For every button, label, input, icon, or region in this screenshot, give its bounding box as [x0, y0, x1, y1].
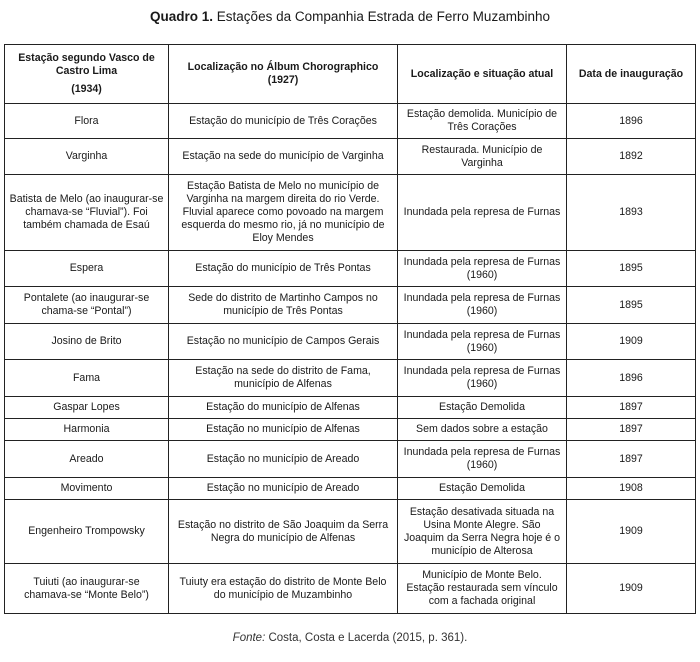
cell-situacao: Estação demolida. Município de Três Corações [398, 104, 567, 139]
cell-data: 1893 [567, 175, 696, 251]
cell-album: Estação do município de Três Corações [169, 104, 398, 139]
cell-album: Estação no município de Areado [169, 441, 398, 478]
cell-estacao: Harmonia [5, 419, 169, 441]
cell-estacao: Josino de Brito [5, 324, 169, 360]
table-row [5, 324, 696, 360]
cell-situacao: Inundada pela represa de Furnas (1960) [398, 360, 567, 397]
header-estacao-label: Estação segundo Vasco de Castro Lima [18, 52, 155, 77]
cell-situacao: Inundada pela represa de Furnas (1960) [398, 441, 567, 478]
header-data: Data de inauguração [567, 45, 696, 104]
cell-data: 1909 [567, 500, 696, 564]
cell-estacao: Varginha [5, 139, 169, 175]
table-row [5, 478, 696, 500]
cell-estacao: Batista de Melo (ao inaugurar-se chamava-se “Fluvial”). Foi também chamada de Esaú [5, 175, 169, 251]
table-row [5, 287, 696, 324]
table-row [5, 500, 696, 564]
header-situacao: Localização e situação atual [398, 45, 567, 104]
cell-estacao: Espera [5, 251, 169, 287]
cell-situacao: Restaurada. Município de Varginha [398, 139, 567, 175]
header-estacao-year: (1934) [71, 83, 102, 95]
cell-estacao: Engenheiro Trompowsky [5, 500, 169, 564]
cell-album: Estação do município de Três Pontas [169, 251, 398, 287]
cell-album: Estação na sede do distrito de Fama, município de Alfenas [169, 360, 398, 397]
cell-album: Estação do município de Alfenas [169, 397, 398, 419]
source-label: Fonte: [232, 632, 266, 644]
header-estacao [5, 45, 169, 104]
table-row [5, 419, 696, 441]
cell-data: 1896 [567, 104, 696, 139]
table-source [0, 632, 700, 644]
table-row [5, 104, 696, 139]
cell-situacao: Sem dados sobre a estação [398, 419, 567, 441]
table-caption [0, 8, 700, 26]
cell-data: 1895 [567, 287, 696, 324]
cell-estacao: Pontalete (ao inaugurar-se chama-se “Pontal”) [5, 287, 169, 324]
cell-album: Estação no município de Areado [169, 478, 398, 500]
cell-data: 1896 [567, 360, 696, 397]
cell-situacao: Inundada pela represa de Furnas (1960) [398, 251, 567, 287]
cell-estacao: Fama [5, 360, 169, 397]
cell-situacao: Estação Demolida [398, 397, 567, 419]
table-row [5, 397, 696, 419]
table-row [5, 175, 696, 251]
caption-label: Quadro 1. [150, 9, 214, 24]
cell-data: 1897 [567, 419, 696, 441]
cell-situacao: Inundada pela represa de Furnas [398, 175, 567, 251]
cell-situacao: Estação Demolida [398, 478, 567, 500]
cell-album: Estação no município de Campos Gerais [169, 324, 398, 360]
cell-data: 1909 [567, 564, 696, 614]
cell-album: Estação no distrito de São Joaquim da Serra Negra do município de Alfenas [169, 500, 398, 564]
cell-situacao: Inundada pela represa de Furnas (1960) [398, 287, 567, 324]
cell-estacao: Areado [5, 441, 169, 478]
table-row [5, 360, 696, 397]
cell-data: 1895 [567, 251, 696, 287]
cell-album: Tuiuty era estação do distrito de Monte Belo do município de Muzambinho [169, 564, 398, 614]
table-row [5, 139, 696, 175]
caption-text: Estações da Companhia Estrada de Ferro Muzambinho [216, 9, 550, 24]
cell-data: 1892 [567, 139, 696, 175]
table-row [5, 251, 696, 287]
cell-data: 1897 [567, 397, 696, 419]
cell-situacao: Município de Monte Belo. Estação restaurada sem vínculo com a fachada original [398, 564, 567, 614]
cell-album: Estação na sede do município de Varginha [169, 139, 398, 175]
header-album: Localização no Álbum Chorographico (1927) [169, 45, 398, 104]
cell-data: 1909 [567, 324, 696, 360]
table-row [5, 441, 696, 478]
cell-album: Sede do distrito de Martinho Campos no município de Três Pontas [169, 287, 398, 324]
cell-album: Estação Batista de Melo no município de Varginha na margem direita do rio Verde. Fluvial aparece como povoado na margem esquerda do mesmo rio, já no município de Eloy Mendes [169, 175, 398, 251]
cell-album: Estação no município de Alfenas [169, 419, 398, 441]
table-header-row [5, 45, 696, 104]
cell-estacao: Tuiuti (ao inaugurar-se chamava-se “Monte Belo”) [5, 564, 169, 614]
source-text: Costa, Costa e Lacerda (2015, p. 361). [268, 632, 468, 644]
cell-data: 1897 [567, 441, 696, 478]
cell-situacao: Inundada pela represa de Furnas (1960) [398, 324, 567, 360]
table-row [5, 564, 696, 614]
stations-table [4, 44, 696, 614]
cell-data: 1908 [567, 478, 696, 500]
cell-estacao: Movimento [5, 478, 169, 500]
cell-estacao: Flora [5, 104, 169, 139]
cell-situacao: Estação desativada situada na Usina Monte Alegre. São Joaquim da Serra Negra hoje é o município de Alterosa [398, 500, 567, 564]
cell-estacao: Gaspar Lopes [5, 397, 169, 419]
